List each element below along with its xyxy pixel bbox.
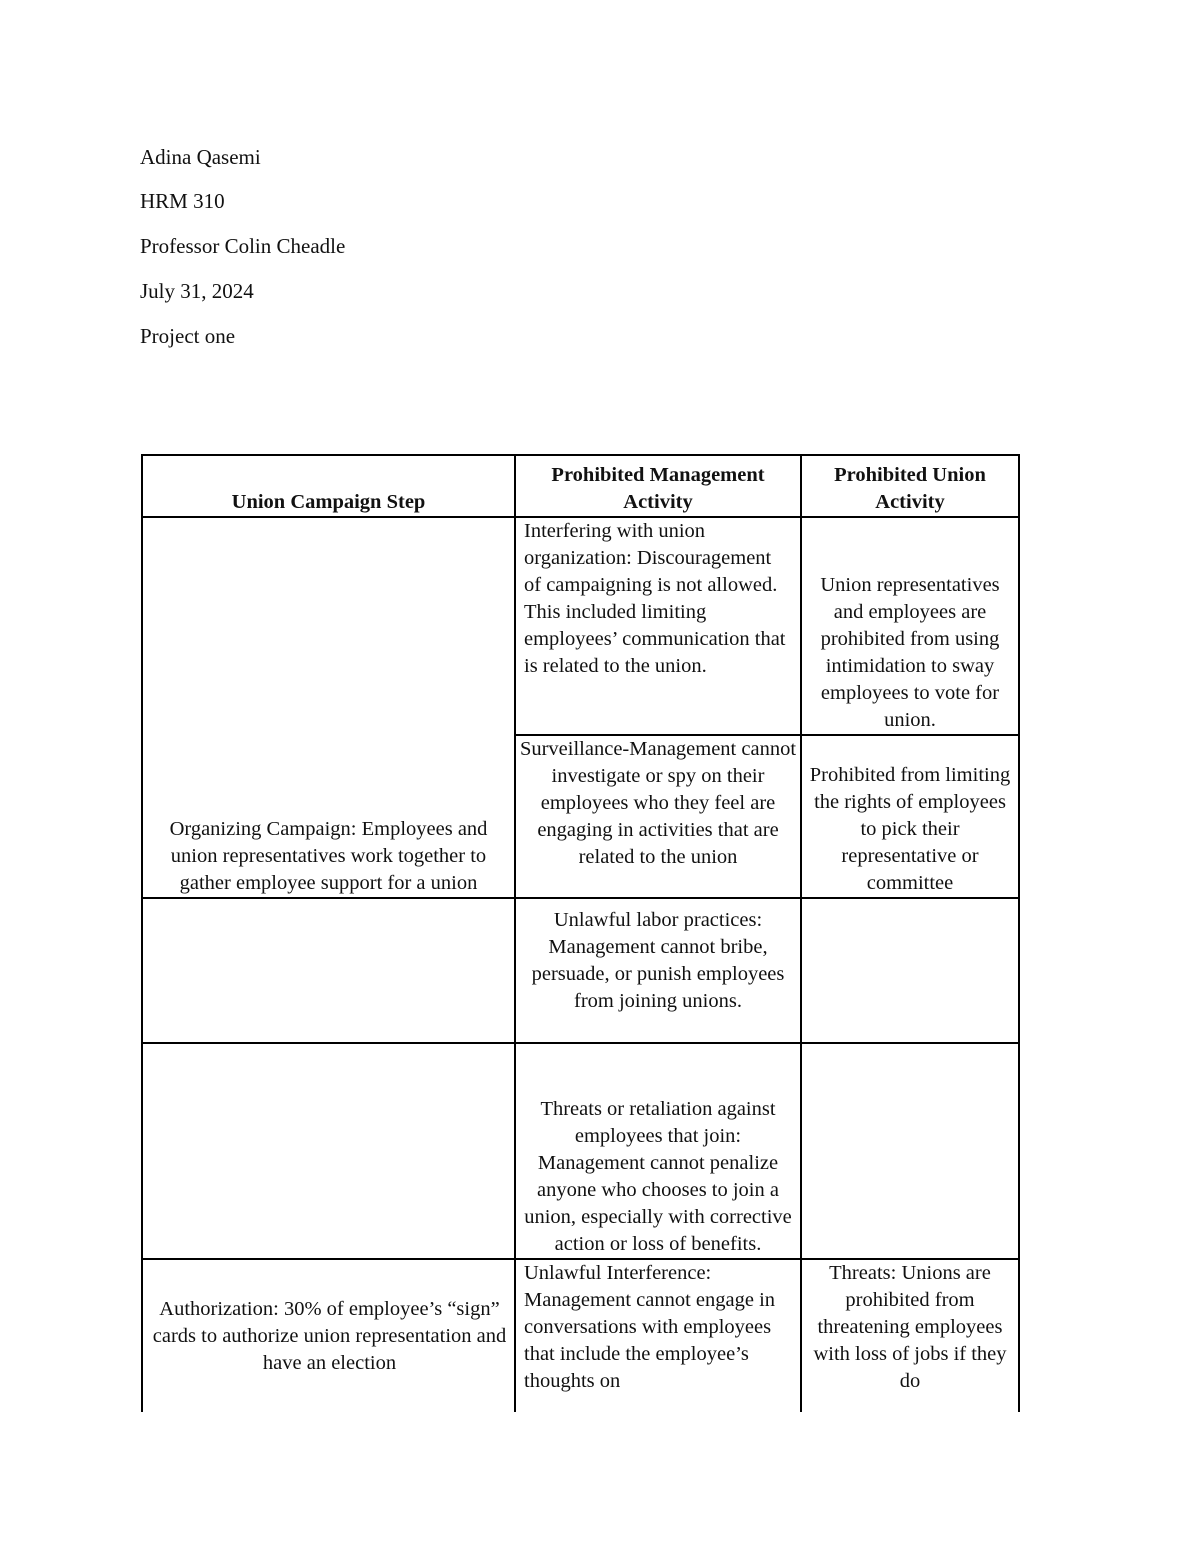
table-cell-management (521, 907, 795, 1042)
cell-text: Threats: Unions are prohibited from threatening employees with loss of jobs if they do (813, 1262, 1007, 1392)
table-cell-step (147, 1044, 510, 1258)
cell-text: Organizing Campaign: Employees and union representatives work together to gather employee support for a union (169, 818, 488, 894)
table-cell-union (805, 1260, 1015, 1396)
table-cell-management (519, 736, 797, 897)
cell-text: Prohibited from limiting the rights of employees to pick their representative or committee (809, 764, 1011, 894)
table-cell-management (521, 1044, 795, 1258)
column-divider (800, 454, 802, 1412)
header-cell-step (147, 456, 510, 516)
cell-text: Unlawful Interference: Management cannot engage in conversations with employees that include the employee’s thoughts on (524, 1262, 776, 1392)
cell-text: Surveillance-Management cannot investigate or spy on their employees who they feel are engaging in activities that are related to the union (519, 738, 797, 868)
cell-text: Authorization: 30% of employee’s “sign” cards to authorize union representation and have an election (152, 1297, 507, 1374)
union-campaign-table (141, 454, 1019, 1412)
author-name: Adina Qasemi (140, 145, 261, 169)
table-cell-management (524, 518, 792, 734)
header-label: Prohibited Union Activity (834, 464, 986, 513)
header-cell-union (805, 456, 1015, 516)
cell-text: Unlawful labor practices: Management cannot bribe, persuade, or punish employees from joining unions. (531, 909, 785, 1012)
column-divider (514, 454, 516, 1412)
table-border-right (1018, 454, 1020, 1412)
header-label: Union Campaign Step (231, 491, 426, 513)
header-cell-management (526, 456, 790, 516)
table-cell-union (805, 518, 1015, 734)
table-cell-step (147, 518, 510, 897)
cell-text: Threats or retaliation against employees that join: Management cannot penalize anyone who chooses to join a union, especially with corrective action or loss of benefits. (524, 1098, 792, 1255)
document-date: July 31, 2024 (140, 279, 254, 303)
professor-name: Professor Colin Cheadle (140, 234, 346, 258)
table-cell-step (149, 1260, 510, 1412)
table-cell-union (805, 1044, 1015, 1258)
cell-text: Union representatives and employees are prohibited from using intimidation to sway employees to vote for union. (820, 574, 1000, 731)
cell-text: Interfering with union organization: Discouragement of campaigning is not allowed. This included limiting employees’ communication that is related to the union. (524, 520, 786, 677)
course-code: HRM 310 (140, 189, 225, 213)
table-cell-union (805, 899, 1015, 1042)
project-title: Project one (140, 324, 236, 348)
table-cell-union (805, 736, 1015, 897)
table-border-left (141, 454, 143, 1412)
table-cell-step (147, 899, 510, 1042)
header-label: Prohibited Management Activity (551, 464, 765, 513)
table-cell-management (524, 1260, 794, 1396)
